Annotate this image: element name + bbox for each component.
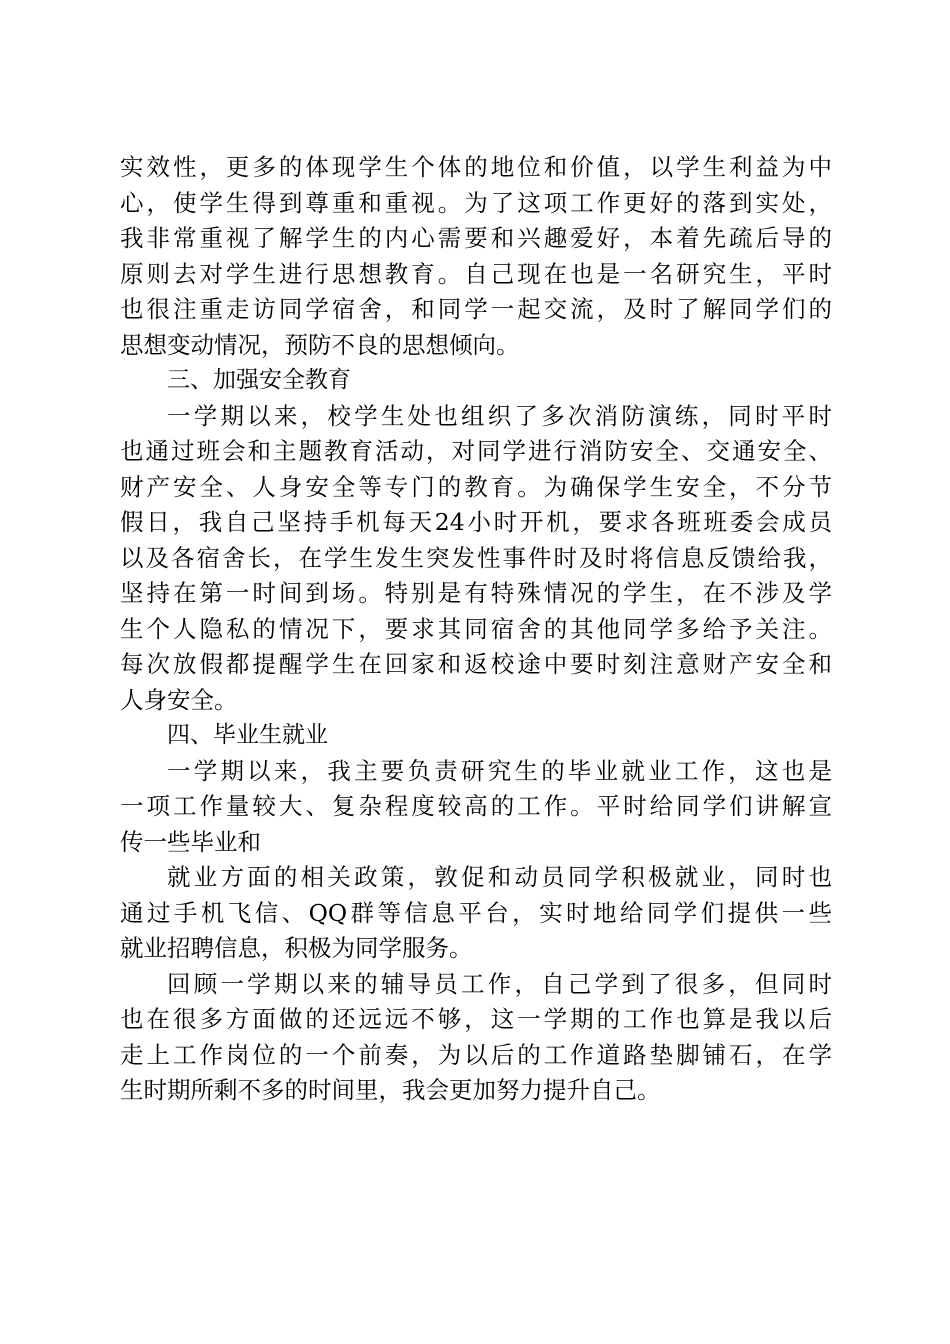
section-heading-employment: 四、毕业生就业: [167, 722, 328, 748]
text-line: 财产安全、人身安全等专门的教育。为确保学生安全，不分节: [120, 472, 832, 501]
text-line: 我非常重视了解学生的内心需要和兴趣爱好，本着先疏后导的: [120, 224, 832, 252]
text-line: 一项工作量较大、复杂程度较高的工作。平时给同学们讲解宣: [120, 792, 832, 820]
text-line: 一学期以来，我主要负责研究生的毕业就业工作，这也是: [167, 756, 832, 785]
text-line: 也很注重走访同学宿舍，和同学一起交流，及时了解同学们的: [120, 295, 832, 323]
paragraph-safety: [120, 399, 832, 719]
text-line: 假日，我自己坚持手机每天24小时开机，要求各班班委会成员: [120, 508, 832, 536]
text-line: 生个人隐私的情况下，要求其同宿舍的其他同学多给予关注。: [120, 614, 832, 643]
paragraph-employment-policy: [120, 860, 832, 967]
document-body: [120, 150, 832, 1109]
text-line: 实效性，更多的体现学生个体的地位和价值，以学生利益为中: [120, 153, 832, 181]
text-line: 走上工作岗位的一个前奏，为以后的工作道路垫脚铺石，在学: [120, 1040, 832, 1069]
section-heading-safety: 三、加强安全教育: [167, 367, 351, 393]
text-line: 生时期所剩不多的时间里，我会更加努力提升自己。: [120, 1076, 661, 1104]
text-line: 心，使学生得到尊重和重视。为了这项工作更好的落到实处，: [120, 188, 832, 217]
text-line: 以及各宿舍长，在学生发生突发性事件时及时将信息反馈给我，: [120, 543, 832, 572]
text-line: 原则去对学生进行思想教育。自己现在也是一名研究生，平时: [120, 259, 832, 288]
text-line: 也通过班会和主题教育活动，对同学进行消防安全、交通安全、: [120, 437, 832, 465]
text-line: 人身安全。: [120, 685, 238, 714]
text-line: 思想变动情况，预防不良的思想倾向。: [120, 330, 520, 359]
text-line: 传一些毕业和: [120, 827, 261, 856]
text-line: 回顾一学期以来的辅导员工作，自己学到了很多，但同时: [167, 969, 832, 998]
paragraph-review: [120, 967, 832, 1109]
text-line: 也在很多方面做的还远远不够，这一学期的工作也算是我以后: [120, 1005, 832, 1033]
text-line: 通过手机飞信、QQ群等信息平台，实时地给同学们提供一些: [120, 898, 832, 927]
text-line: 一学期以来，校学生处也组织了多次消防演练，同时平时: [167, 401, 832, 430]
text-line: 每次放假都提醒学生在回家和返校途中要时刻注意财产安全和: [120, 650, 832, 678]
paragraph-continuation: [120, 150, 832, 363]
text-line: 就业招聘信息，积极为同学服务。: [120, 934, 473, 962]
text-line: 就业方面的相关政策，敦促和动员同学积极就业，同时也: [167, 863, 832, 891]
text-line: 坚持在第一时间到场。特别是有特殊情况的学生，在不涉及学: [120, 579, 832, 607]
paragraph-employment: [120, 754, 832, 861]
